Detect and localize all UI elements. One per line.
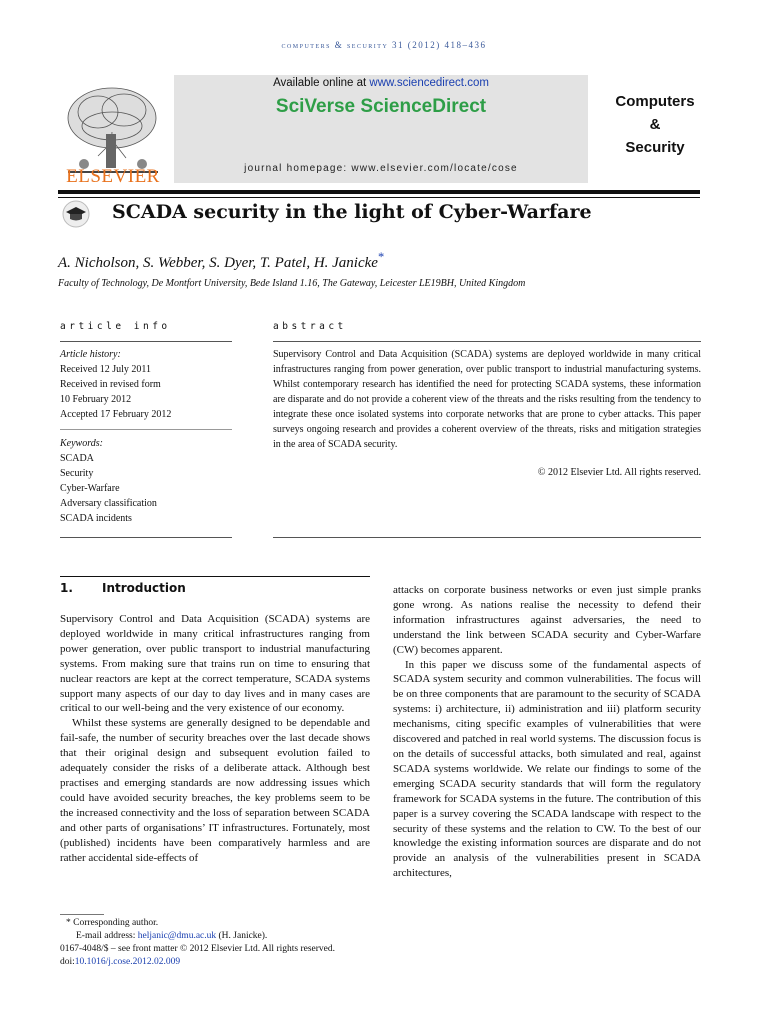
left-column-body — [60, 612, 370, 865]
right-column-body — [393, 583, 701, 881]
abstract-copyright: © 2012 Elsevier Ltd. All rights reserved. — [537, 467, 701, 478]
paragraph: attacks on corporate business networks or even just simple pranks gone wrong. As nations realise the necessity to defend their information infrastructures against adversaries, the need to understand the link between SCADA security and Cyber-Warfare (CW) becomes apparent. — [393, 584, 701, 656]
history-rule — [60, 429, 232, 430]
abstract-bottom-rule — [273, 537, 701, 538]
doi-link[interactable]: 10.1016/j.cose.2012.02.009 — [74, 957, 181, 967]
paragraph: Whilst these systems are generally designed to be dependable and fail-safe, the number of security breaches over the last decade shows that their original design and subsequent evolution failed to adequately consider the risks of a deliberate attack. Although best practises and emerging standards are now addressing issues which could have avoided security breaches, the key problems seem to be the increased connectivity and the loss of separation between SCADA and other parts of organisations’ IT infrastructures. Fortunately, most (published) incidents have been comparatively harmless and are rather accidental side-effects of — [60, 717, 370, 864]
running-head: computers & security 31 (2012) 418–436 — [281, 40, 487, 50]
issn-note: 0167-4048/$ – see front matter © 2012 Elsevier Ltd. All rights reserved. — [60, 944, 336, 954]
article-info-rule — [60, 341, 232, 342]
sciencedirect-link[interactable]: www.sciencedirect.com — [369, 77, 489, 89]
abstract-text: Supervisory Control and Data Acquisition (SCADA) systems are deployed worldwide in many critical infrastructures ranging from power generation, over public transport to industrial manufacturing systems. Whilst contemporary research has identified the need for protecting SCADA systems, these information are disparate and do not provide a coherent view of the threats and the risks resulting from the tendency to integrate these once isolated systems into corporate networks that are prone to cyber attacks. This paper surveys ongoing research and provides a coherent overview of the threats, risks and mitigation strategies in the area of SCADA security. — [273, 349, 701, 450]
article-title: SCADA security in the light of Cyber-Warfare — [112, 201, 592, 223]
journal-name-line2: & — [649, 116, 661, 133]
doi-label: doi: — [60, 957, 75, 967]
corresponding-note: * Corresponding author. — [66, 918, 159, 928]
email-label: E-mail address: — [76, 931, 138, 941]
keywords-rule — [60, 537, 232, 538]
header-rule-thick — [58, 190, 700, 194]
email-link[interactable]: heljanic@dmu.ac.uk — [137, 931, 217, 941]
corresponding-author-mark[interactable]: * — [377, 250, 385, 264]
sciverse-logo: SciVerse ScienceDirect — [275, 96, 487, 117]
abstract-rule — [273, 341, 701, 342]
section-title: Introduction — [102, 581, 186, 595]
journal-name-line3: Security — [625, 139, 685, 156]
section-heading-introduction — [60, 581, 186, 595]
history-item: Received in revised form — [60, 379, 161, 390]
keywords — [60, 436, 232, 526]
history-item: 10 February 2012 — [60, 394, 132, 405]
journal-name — [600, 90, 710, 159]
header-rule-thin — [58, 197, 700, 198]
available-online — [174, 77, 588, 89]
author-list — [58, 250, 384, 272]
footnote-rule — [60, 914, 104, 915]
affiliation: Faculty of Technology, De Montfort University, Bede Island 1.16, The Gateway, Leicester LE19BH, United Kingdom — [58, 278, 526, 289]
keywords-label: Keywords: — [60, 438, 103, 449]
abstract-heading: abstract — [273, 321, 347, 332]
article-history — [60, 347, 232, 422]
doi-note — [60, 957, 180, 967]
keyword-item: Security — [60, 468, 94, 479]
paragraph: In this paper we discuss some of the fundamental aspects of SCADA system security and common vulnerabilities. The focus will be on three components that are paramount to the security of SCADA systems: i) architecture, ii) administration and iii) platform security mechanisms, citing specific examples of vulnerabilities that were discovered and patched in real world systems. The discussion focus is on the details of successful attacks, both simulated and real, against SCADA systems worldwide. We relate our findings to some of the emerging SCADA security standards that will form the regulatory framework for SCADA systems in the future. The contribution of this paper is a survey covering the SCADA landscape with respect to the security of these systems and the relation to CW. To the best of our knowledge the existing information sources are disparate and do not provide an analysis of the vulnerabilities present in SCADA architectures, — [393, 658, 701, 880]
authors-text: A. Nicholson, S. Webber, S. Dyer, T. Patel, H. Janicke — [58, 255, 378, 271]
paragraph: Supervisory Control and Data Acquisition (SCADA) systems are deployed worldwide in many critical infrastructures ranging from power generation, over public transport to industrial manufacturing systems. From making sure that trains run on time to ensuring that nuclear reactors are kept at the correct temperature, SCADA systems support many aspects of our day to day lives and in many cases are critical to our well-being and the very existence of our economy. — [60, 613, 370, 715]
history-item: Accepted 17 February 2012 — [60, 409, 172, 420]
section-number: 1. — [60, 581, 73, 595]
email-suffix: (H. Janicke). — [216, 931, 268, 941]
keyword-item: Cyber-Warfare — [60, 483, 120, 494]
history-item: Received 12 July 2011 — [60, 364, 152, 375]
elsevier-wordmark: ELSEVIER — [66, 166, 160, 187]
available-prefix: Available online at — [273, 77, 370, 89]
keyword-item: SCADA incidents — [60, 513, 132, 524]
keyword-item: SCADA — [60, 453, 94, 464]
keyword-item: Adversary classification — [60, 498, 157, 509]
history-label: Article history: — [60, 349, 121, 360]
journal-name-line1: Computers — [615, 93, 695, 110]
graduation-cap-icon — [62, 200, 90, 228]
intro-rule — [60, 576, 370, 577]
article-info-heading: article info — [60, 321, 171, 332]
journal-homepage[interactable]: journal homepage: www.elsevier.com/locate/cose — [244, 163, 518, 174]
email-note — [76, 931, 267, 941]
